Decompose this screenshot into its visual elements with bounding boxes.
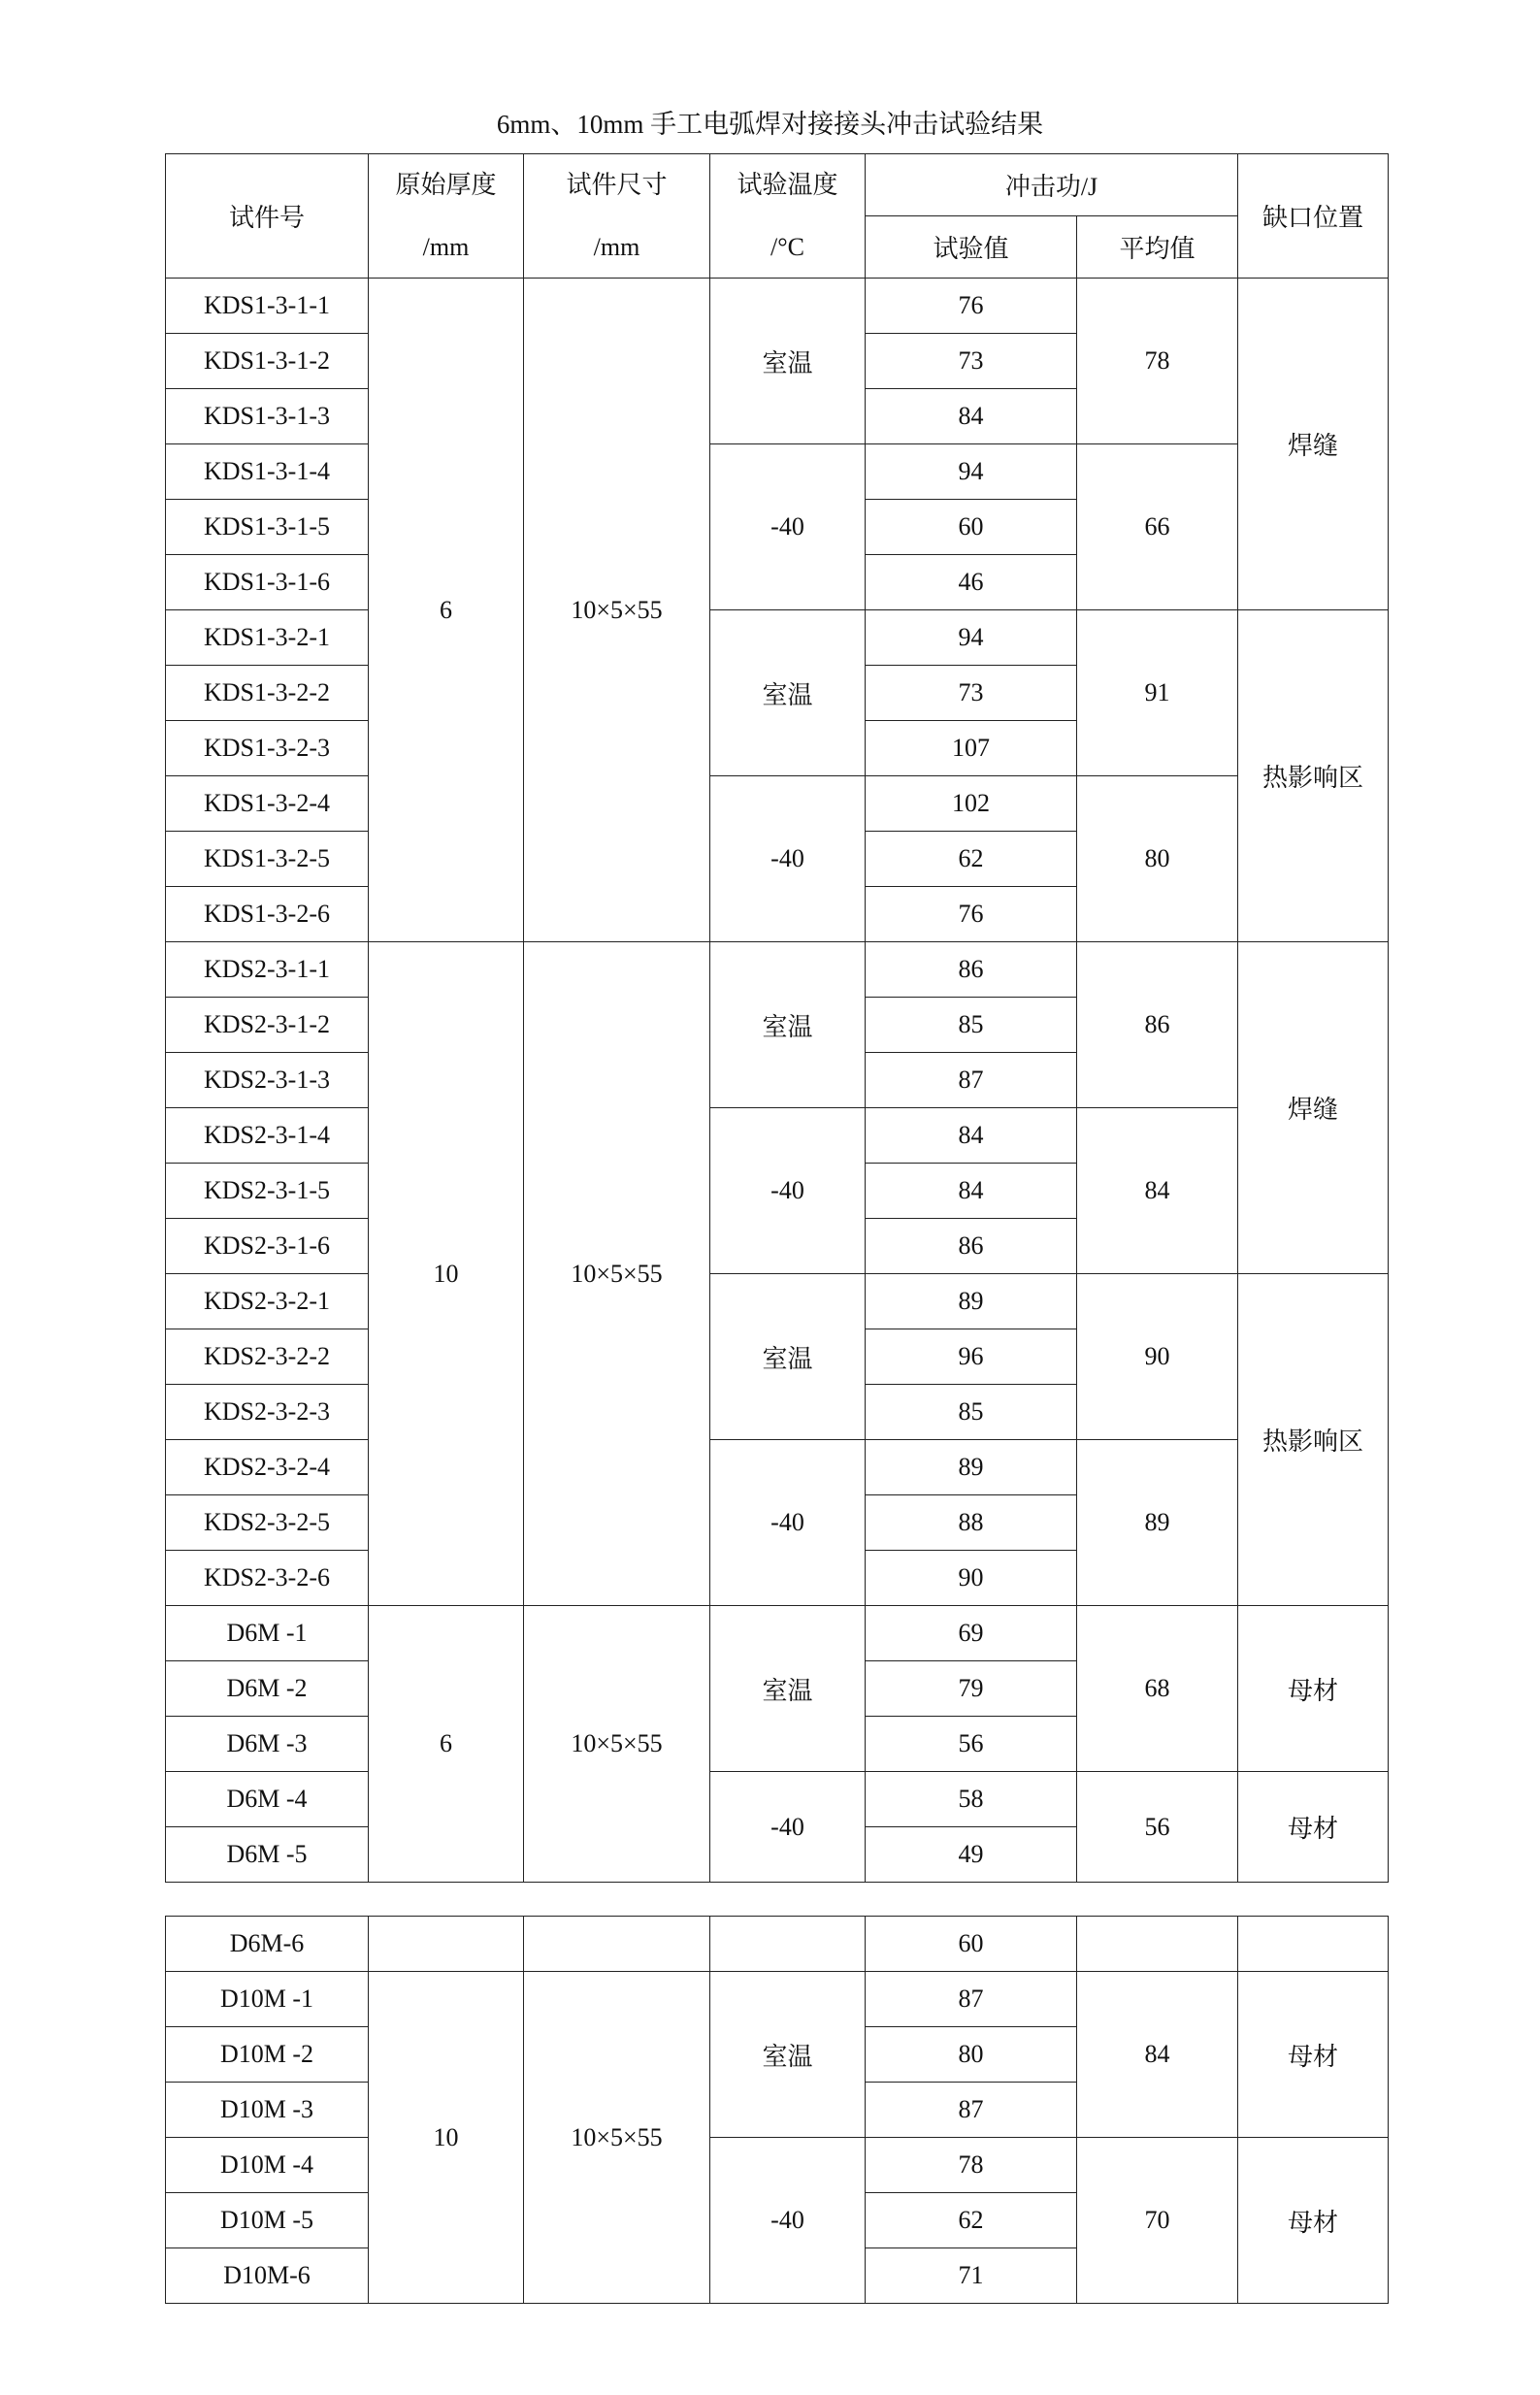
temp-cell: 室温 — [710, 1972, 866, 2138]
specimen-cell: KDS2-3-1-3 — [166, 1053, 369, 1108]
impact-test-table-continued — [165, 1916, 1389, 2304]
avg-cell: 89 — [1077, 1440, 1238, 1606]
thickness-cell: 10 — [369, 1972, 524, 2304]
table-row — [166, 1108, 1389, 1164]
value-cell: 86 — [866, 942, 1077, 998]
table-row — [166, 444, 1389, 500]
value-cell: 85 — [866, 1385, 1077, 1440]
header-specimen-size-unit: /mm — [593, 232, 640, 261]
value-cell: 89 — [866, 1440, 1077, 1495]
avg-cell: 84 — [1077, 1972, 1238, 2138]
table-row — [166, 610, 1389, 666]
header-orig-thickness-unit: /mm — [422, 232, 470, 261]
temp-cell: 室温 — [710, 279, 866, 444]
notch-cell: 母材 — [1238, 2138, 1389, 2304]
value-cell: 102 — [866, 776, 1077, 832]
avg-cell: 68 — [1077, 1606, 1238, 1772]
avg-cell: 91 — [1077, 610, 1238, 776]
value-cell: 71 — [866, 2248, 1077, 2304]
value-cell: 87 — [866, 2083, 1077, 2138]
temp-cell: 室温 — [710, 610, 866, 776]
table-row — [166, 942, 1389, 998]
size-cell: 10×5×55 — [524, 1972, 710, 2304]
table-row — [166, 1606, 1389, 1661]
avg-cell: 66 — [1077, 444, 1238, 610]
thickness-cell: 6 — [369, 279, 524, 942]
temp-cell: -40 — [710, 776, 866, 942]
page-title: 6mm、10mm 手工电弧焊对接接头冲击试验结果 — [496, 110, 1044, 139]
impact-test-table — [165, 153, 1389, 1883]
temp-cell: 室温 — [710, 1274, 866, 1440]
specimen-cell: KDS1-3-2-3 — [166, 721, 369, 776]
table-row — [166, 1972, 1389, 2027]
value-cell: 73 — [866, 334, 1077, 389]
specimen-cell: KDS2-3-2-1 — [166, 1274, 369, 1329]
empty-cell — [369, 1917, 524, 1972]
value-cell: 78 — [866, 2138, 1077, 2193]
value-cell: 96 — [866, 1329, 1077, 1385]
specimen-cell: D6M -5 — [166, 1827, 369, 1883]
avg-cell: 56 — [1077, 1772, 1238, 1883]
value-cell: 88 — [866, 1495, 1077, 1551]
specimen-cell: D10M-6 — [166, 2248, 369, 2304]
value-cell: 60 — [866, 500, 1077, 555]
temp-cell: -40 — [710, 1772, 866, 1883]
size-cell: 10×5×55 — [524, 1606, 710, 1883]
header-test-value: 试验值 — [866, 216, 1077, 279]
temp-cell: -40 — [710, 2138, 866, 2304]
specimen-cell: KDS1-3-1-4 — [166, 444, 369, 500]
specimen-cell: KDS1-3-1-1 — [166, 279, 369, 334]
value-cell: 94 — [866, 444, 1077, 500]
specimen-cell: D10M -2 — [166, 2027, 369, 2083]
avg-cell: 86 — [1077, 942, 1238, 1108]
value-cell: 90 — [866, 1551, 1077, 1606]
value-cell: 76 — [866, 887, 1077, 942]
table-row — [166, 279, 1389, 334]
value-cell: 62 — [866, 832, 1077, 887]
specimen-cell: KDS2-3-2-4 — [166, 1440, 369, 1495]
header-test-temp-label: 试验温度 — [737, 170, 838, 199]
value-cell: 89 — [866, 1274, 1077, 1329]
temp-cell: 室温 — [710, 1606, 866, 1772]
specimen-cell: KDS1-3-2-1 — [166, 610, 369, 666]
specimen-cell: D6M -1 — [166, 1606, 369, 1661]
empty-cell — [524, 1917, 710, 1972]
specimen-cell: D6M-6 — [166, 1917, 369, 1972]
size-cell: 10×5×55 — [524, 942, 710, 1606]
specimen-cell: KDS1-3-2-2 — [166, 666, 369, 721]
header-specimen-no: 试件号 — [166, 154, 369, 279]
notch-cell: 焊缝 — [1238, 942, 1389, 1274]
specimen-cell: KDS1-3-1-3 — [166, 389, 369, 444]
specimen-cell: KDS1-3-1-2 — [166, 334, 369, 389]
header-specimen-size — [524, 154, 710, 279]
temp-cell: 室温 — [710, 942, 866, 1108]
specimen-cell: D6M -4 — [166, 1772, 369, 1827]
specimen-cell: D6M -2 — [166, 1661, 369, 1717]
header-test-temp — [710, 154, 866, 279]
notch-cell: 热影响区 — [1238, 1274, 1389, 1606]
value-cell: 84 — [866, 1164, 1077, 1219]
avg-cell: 80 — [1077, 776, 1238, 942]
table-row — [166, 1274, 1389, 1329]
notch-cell: 母材 — [1238, 1972, 1389, 2138]
value-cell: 107 — [866, 721, 1077, 776]
value-cell: 87 — [866, 1053, 1077, 1108]
table-row — [166, 1772, 1389, 1827]
table-row — [166, 776, 1389, 832]
value-cell: 84 — [866, 1108, 1077, 1164]
specimen-cell: D10M -4 — [166, 2138, 369, 2193]
specimen-cell: KDS2-3-2-2 — [166, 1329, 369, 1385]
value-cell: 76 — [866, 279, 1077, 334]
value-cell: 85 — [866, 998, 1077, 1053]
header-impact-energy: 冲击功/J — [866, 154, 1238, 216]
empty-cell — [1077, 1917, 1238, 1972]
value-cell: 73 — [866, 666, 1077, 721]
specimen-cell: KDS2-3-2-5 — [166, 1495, 369, 1551]
value-cell: 62 — [866, 2193, 1077, 2248]
table-row — [166, 1917, 1389, 1972]
avg-cell: 84 — [1077, 1108, 1238, 1274]
table-row — [166, 2138, 1389, 2193]
value-cell: 87 — [866, 1972, 1077, 2027]
empty-cell — [1238, 1917, 1389, 1972]
specimen-cell: KDS2-3-1-6 — [166, 1219, 369, 1274]
value-cell: 79 — [866, 1661, 1077, 1717]
specimen-cell: KDS1-3-2-6 — [166, 887, 369, 942]
specimen-cell: D6M -3 — [166, 1717, 369, 1772]
header-notch-position: 缺口位置 — [1238, 154, 1389, 279]
thickness-cell: 6 — [369, 1606, 524, 1883]
value-cell: 80 — [866, 2027, 1077, 2083]
value-cell: 58 — [866, 1772, 1077, 1827]
avg-cell: 90 — [1077, 1274, 1238, 1440]
size-cell: 10×5×55 — [524, 279, 710, 942]
specimen-cell: KDS1-3-2-5 — [166, 832, 369, 887]
avg-cell: 78 — [1077, 279, 1238, 444]
temp-cell: -40 — [710, 1440, 866, 1606]
specimen-cell: KDS1-3-1-6 — [166, 555, 369, 610]
specimen-cell: KDS2-3-2-3 — [166, 1385, 369, 1440]
specimen-cell: KDS2-3-2-6 — [166, 1551, 369, 1606]
value-cell: 94 — [866, 610, 1077, 666]
header-test-temp-unit: /°C — [770, 232, 804, 261]
specimen-cell: KDS1-3-1-5 — [166, 500, 369, 555]
value-cell: 56 — [866, 1717, 1077, 1772]
specimen-cell: KDS2-3-1-4 — [166, 1108, 369, 1164]
notch-cell: 热影响区 — [1238, 610, 1389, 942]
specimen-cell: KDS2-3-1-1 — [166, 942, 369, 998]
value-cell: 60 — [866, 1917, 1077, 1972]
empty-cell — [710, 1917, 866, 1972]
value-cell: 84 — [866, 389, 1077, 444]
thickness-cell: 10 — [369, 942, 524, 1606]
specimen-cell: D10M -3 — [166, 2083, 369, 2138]
specimen-cell: KDS2-3-1-5 — [166, 1164, 369, 1219]
notch-cell: 母材 — [1238, 1772, 1389, 1883]
temp-cell: -40 — [710, 444, 866, 610]
table-row — [166, 1440, 1389, 1495]
value-cell: 49 — [866, 1827, 1077, 1883]
temp-cell: -40 — [710, 1108, 866, 1274]
specimen-cell: KDS1-3-2-4 — [166, 776, 369, 832]
specimen-cell: D10M -5 — [166, 2193, 369, 2248]
specimen-cell: KDS2-3-1-2 — [166, 998, 369, 1053]
header-orig-thickness — [369, 154, 524, 279]
notch-cell: 焊缝 — [1238, 279, 1389, 610]
notch-cell: 母材 — [1238, 1606, 1389, 1772]
avg-cell: 70 — [1077, 2138, 1238, 2304]
value-cell: 69 — [866, 1606, 1077, 1661]
specimen-cell: D10M -1 — [166, 1972, 369, 2027]
value-cell: 46 — [866, 555, 1077, 610]
value-cell: 86 — [866, 1219, 1077, 1274]
header-orig-thickness-label: 原始厚度 — [395, 170, 497, 199]
header-specimen-size-label: 试件尺寸 — [566, 170, 668, 199]
header-avg-value: 平均值 — [1077, 216, 1238, 279]
